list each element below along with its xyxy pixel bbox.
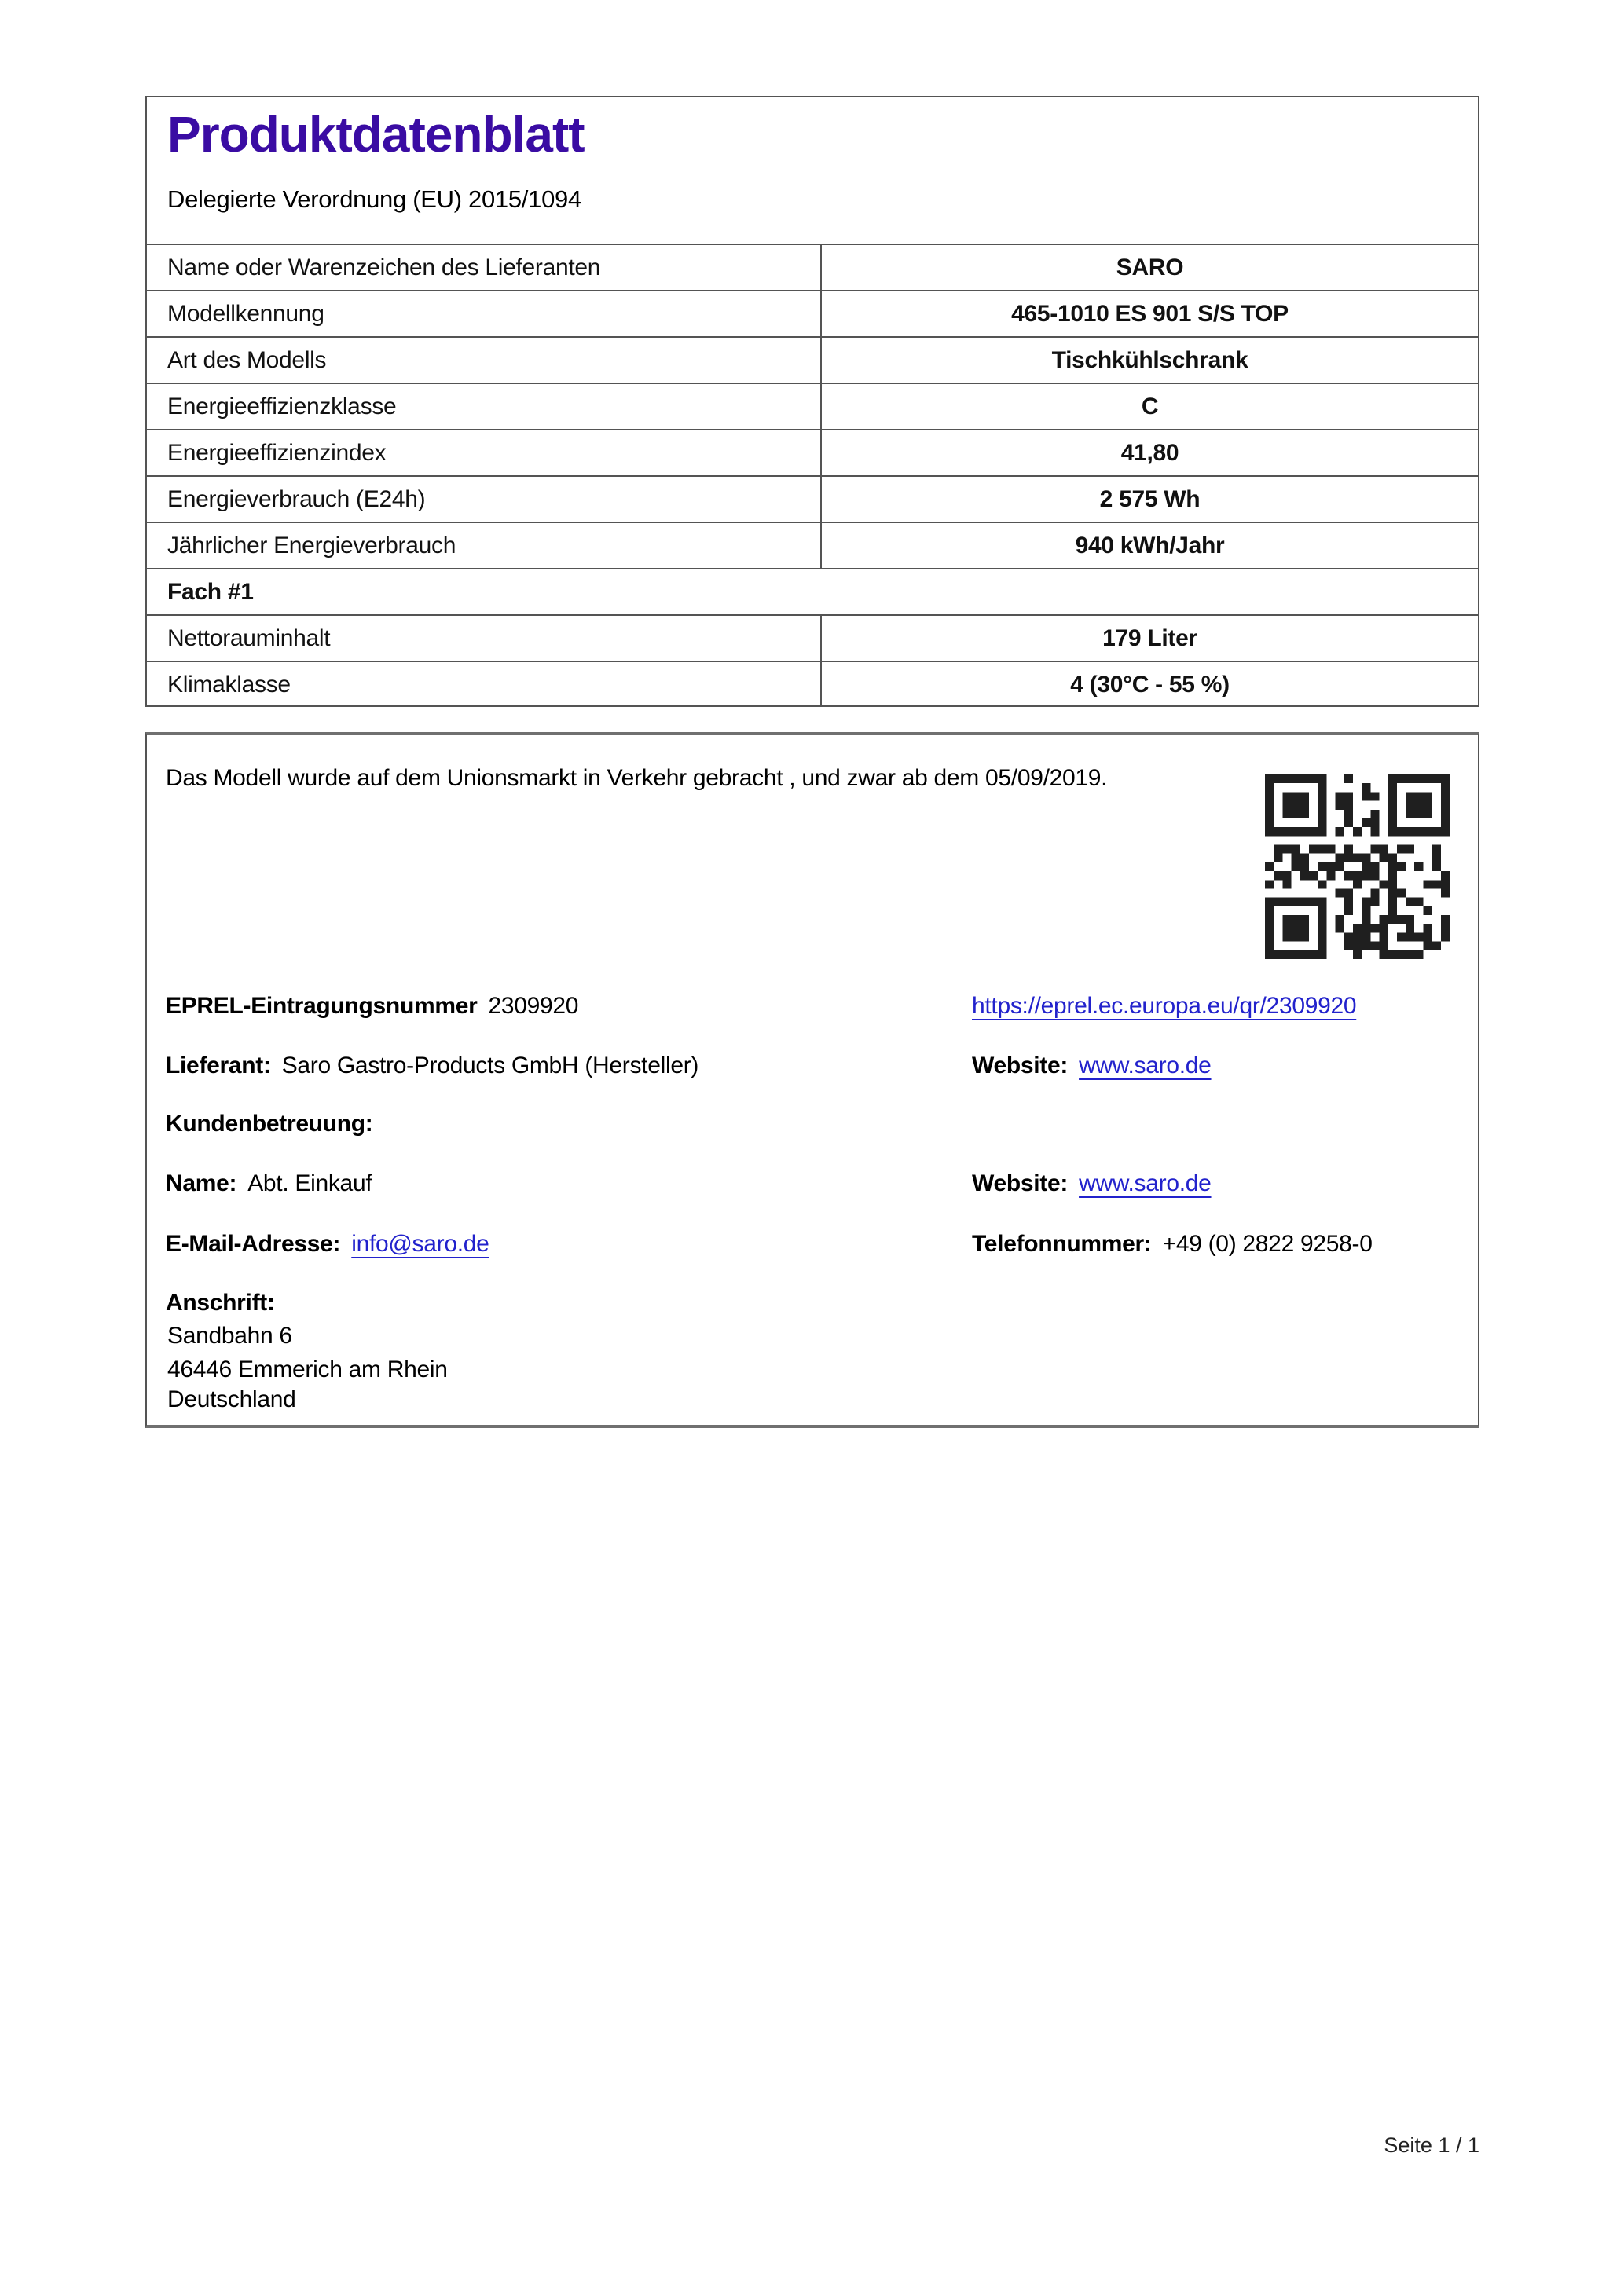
address-label: Anschrift:: [166, 1290, 275, 1316]
website-row: [972, 1053, 1212, 1079]
website-link[interactable]: www.saro.de: [1079, 1053, 1212, 1078]
address-line-1: Sandbahn 6: [167, 1323, 292, 1349]
customer-care-row: [166, 1111, 373, 1137]
page-title: Produktdatenblatt: [167, 106, 585, 163]
address-header-row: [166, 1290, 275, 1316]
phone-label: Telefonnummer:: [972, 1231, 1152, 1257]
email-row: [166, 1231, 489, 1258]
website-label-2: Website:: [972, 1170, 1069, 1196]
website-link-2[interactable]: www.saro.de: [1079, 1170, 1212, 1196]
customer-care-label: Kundenbetreuung:: [166, 1111, 373, 1137]
table-row: [147, 244, 1478, 290]
supplier-row: [166, 1053, 698, 1079]
table-row: [147, 336, 1478, 383]
row-label: Name oder Warenzeichen des Lieferanten: [167, 254, 601, 280]
row-value: 179 Liter: [820, 616, 1478, 661]
table-row: [147, 383, 1478, 429]
contact-name-label: Name:: [166, 1170, 237, 1196]
contact-name-value: Abt. Einkauf: [247, 1170, 372, 1196]
market-placement-text: Das Modell wurde auf dem Unionsmarkt in Verkehr gebracht , und zwar ab dem 05/09/2019.: [166, 765, 1108, 791]
table-row: [147, 614, 1478, 661]
contact-name-row: [166, 1170, 372, 1197]
row-value: C: [820, 384, 1478, 429]
row-value: 41,80: [820, 430, 1478, 475]
eprel-link-row: [972, 993, 1356, 1020]
table-row: [147, 475, 1478, 522]
row-label: Energieverbrauch (E24h): [167, 485, 426, 512]
page-number: Seite 1 / 1: [1384, 2133, 1479, 2157]
product-datasheet-panel: [145, 96, 1479, 707]
eprel-number-row: [166, 993, 578, 1020]
row-label: Jährlicher Energieverbrauch: [167, 532, 456, 558]
supplier-label: Lieferant:: [166, 1053, 271, 1078]
phone-row: [972, 1231, 1373, 1258]
eprel-label: EPREL-Eintragungsnummer: [166, 993, 478, 1019]
table-section-row: [147, 568, 1478, 614]
row-label: Art des Modells: [167, 346, 327, 373]
website-label: Website:: [972, 1053, 1069, 1078]
phone-value: +49 (0) 2822 9258-0: [1162, 1231, 1373, 1257]
regulation-subtitle: Delegierte Verordnung (EU) 2015/1094: [167, 185, 581, 213]
address-line-3: Deutschland: [167, 1386, 296, 1412]
row-label: Energieeffizienzklasse: [167, 393, 397, 419]
row-label: Nettorauminhalt: [167, 624, 331, 651]
row-value: 940 kWh/Jahr: [820, 523, 1478, 568]
table-row: [147, 522, 1478, 568]
row-value: Tischkühlschrank: [820, 338, 1478, 383]
row-value: 2 575 Wh: [820, 477, 1478, 522]
supplier-value: Saro Gastro-Products GmbH (Hersteller): [281, 1053, 699, 1078]
row-value: SARO: [820, 245, 1478, 290]
row-label: Energieeffizienzindex: [167, 439, 387, 466]
eprel-link[interactable]: https://eprel.ec.europa.eu/qr/2309920: [972, 993, 1357, 1019]
email-label: E-Mail-Adresse:: [166, 1231, 341, 1257]
row-value: 465-1010 ES 901 S/S TOP: [820, 291, 1478, 336]
row-value: 4 (30°C - 55 %): [820, 662, 1478, 707]
website-row-2: [972, 1170, 1212, 1197]
eprel-value: 2309920: [488, 993, 579, 1019]
market-contact-panel: [145, 732, 1479, 1428]
qr-code-icon: [1265, 774, 1450, 959]
row-label: Modellkennung: [167, 300, 324, 327]
email-link[interactable]: info@saro.de: [351, 1231, 489, 1257]
datasheet-header: [147, 97, 1478, 244]
table-row: [147, 290, 1478, 336]
address-line-2: 46446 Emmerich am Rhein: [167, 1357, 448, 1382]
table-row: [147, 661, 1478, 707]
table-row: [147, 429, 1478, 475]
section-label: Fach #1: [167, 578, 254, 605]
row-label: Klimaklasse: [167, 671, 291, 698]
